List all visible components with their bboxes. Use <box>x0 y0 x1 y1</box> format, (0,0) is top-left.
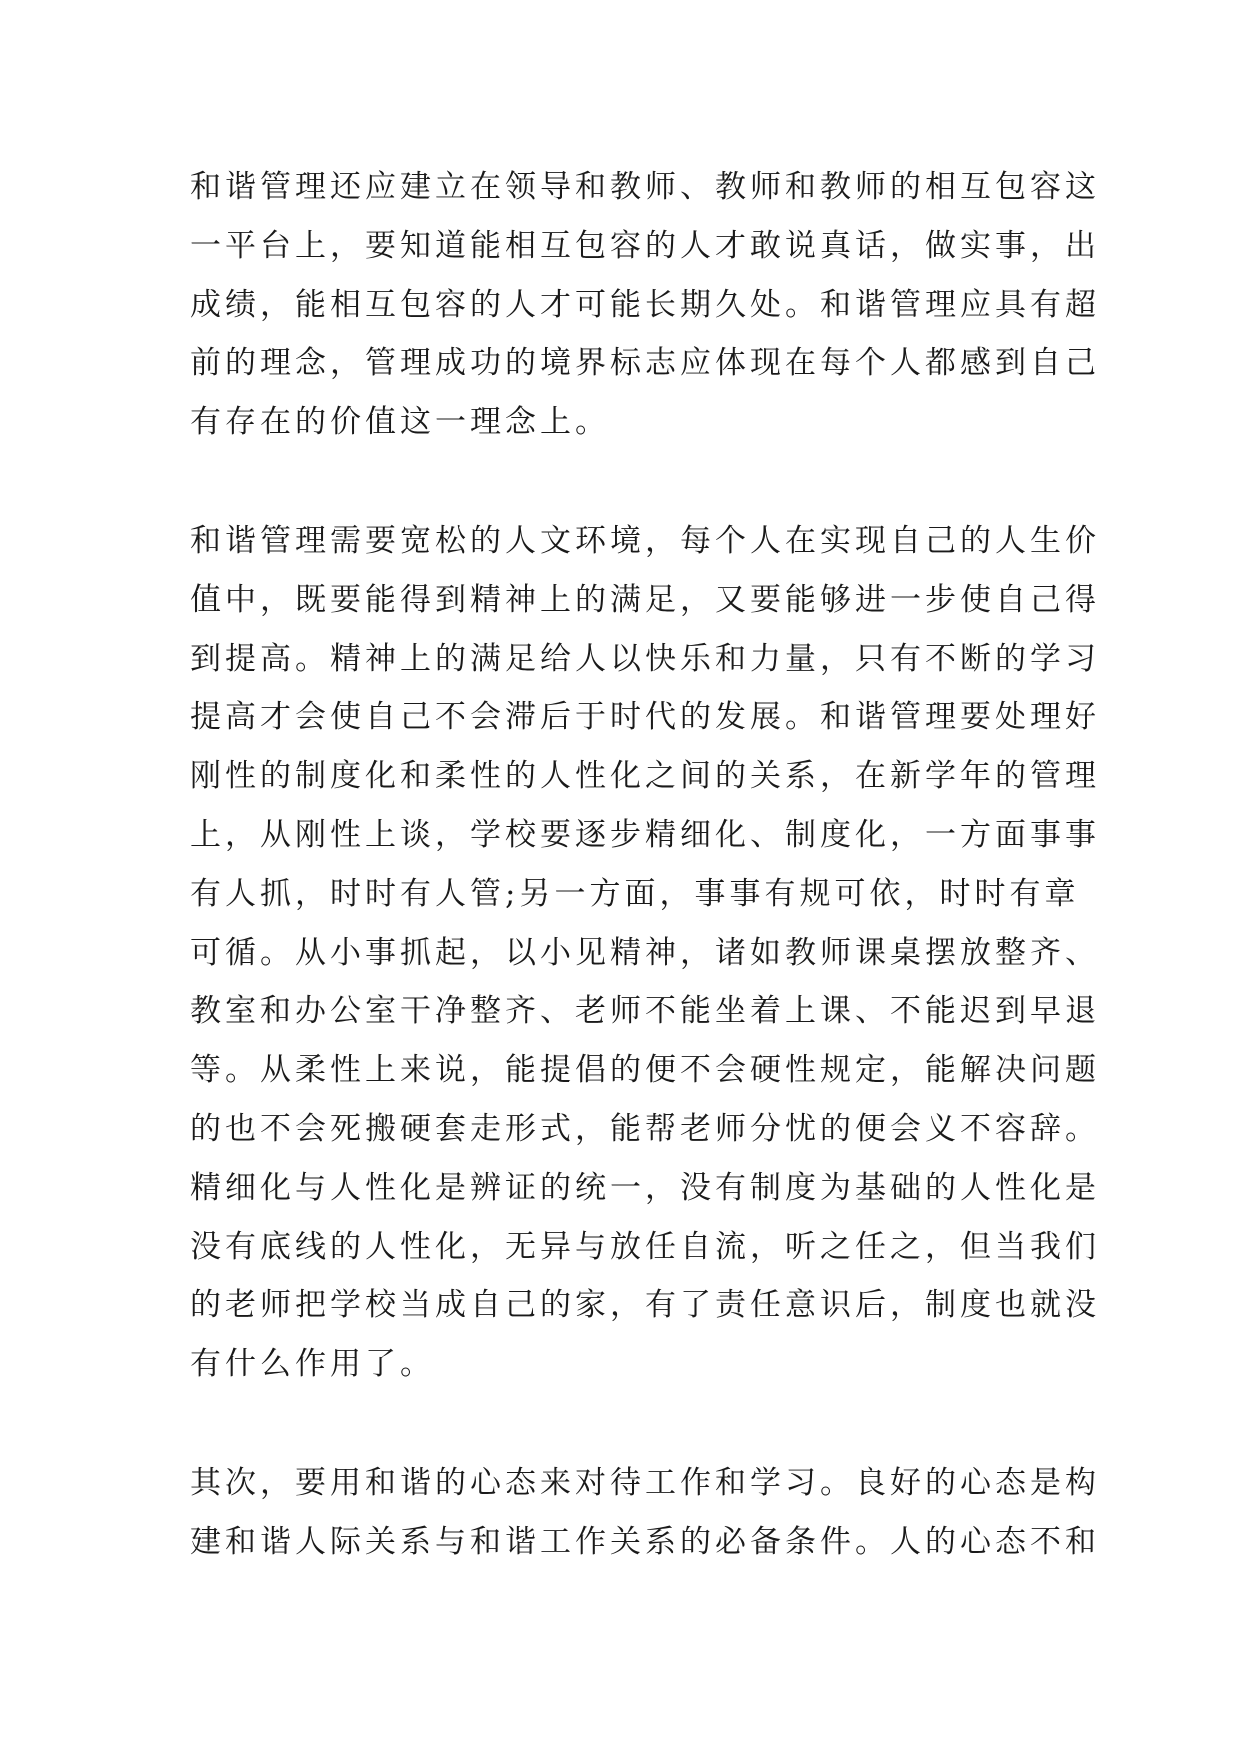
document-body <box>190 158 1100 1632</box>
text-line: 提高才会使自己不会滞后于时代的发展。和谐管理要处理好 <box>190 699 1100 736</box>
paragraph-3 <box>190 1454 1100 1572</box>
text-line: 刚性的制度化和柔性的人性化之间的关系，在新学年的管理 <box>190 758 1100 795</box>
text-line: 有人抓，时时有人管;另一方面，事事有规可依，时时有章 <box>190 875 1080 912</box>
text-line: 和谐管理需要宽松的人文环境，每个人在实现自己的人生价 <box>190 522 1100 559</box>
paragraph-2 <box>190 512 1100 1394</box>
text-line: 建和谐人际关系与和谐工作关系的必备条件。人的心态不和 <box>190 1523 1100 1560</box>
text-line: 的老师把学校当成自己的家，有了责任意识后，制度也就没 <box>190 1287 1100 1324</box>
text-line: 可循。从小事抓起，以小见精神，诸如教师课桌摆放整齐、 <box>190 934 1100 971</box>
text-line: 有存在的价值这一理念上。 <box>190 404 610 441</box>
text-line: 成绩，能相互包容的人才可能长期久处。和谐管理应具有超 <box>190 286 1100 323</box>
text-line: 等。从柔性上来说，能提倡的便不会硬性规定，能解决问题 <box>190 1052 1100 1089</box>
text-line: 其次，要用和谐的心态来对待工作和学习。良好的心态是构 <box>190 1464 1100 1501</box>
text-line: 和谐管理还应建立在领导和教师、教师和教师的相互包容这 <box>190 169 1100 205</box>
text-line: 没有底线的人性化，无异与放任自流，听之任之，但当我们 <box>190 1228 1100 1265</box>
text-line: 上，从刚性上谈，学校要逐步精细化、制度化，一方面事事 <box>190 816 1100 853</box>
text-line: 值中，既要能得到精神上的满足，又要能够进一步使自己得 <box>190 581 1100 618</box>
text-line: 一平台上，要知道能相互包容的人才敢说真话，做实事，出 <box>190 227 1100 264</box>
text-line: 有什么作用了。 <box>190 1346 435 1383</box>
text-line: 前的理念，管理成功的境界标志应体现在每个人都感到自己 <box>190 345 1100 382</box>
paragraph-1 <box>190 158 1100 452</box>
text-line: 精细化与人性化是辨证的统一，没有制度为基础的人性化是 <box>190 1169 1100 1206</box>
text-line: 教室和办公室干净整齐、老师不能坐着上课、不能迟到早退 <box>190 993 1100 1030</box>
text-line: 到提高。精神上的满足给人以快乐和力量，只有不断的学习 <box>190 640 1100 677</box>
text-line: 的也不会死搬硬套走形式，能帮老师分忧的便会义不容辞。 <box>190 1110 1100 1147</box>
